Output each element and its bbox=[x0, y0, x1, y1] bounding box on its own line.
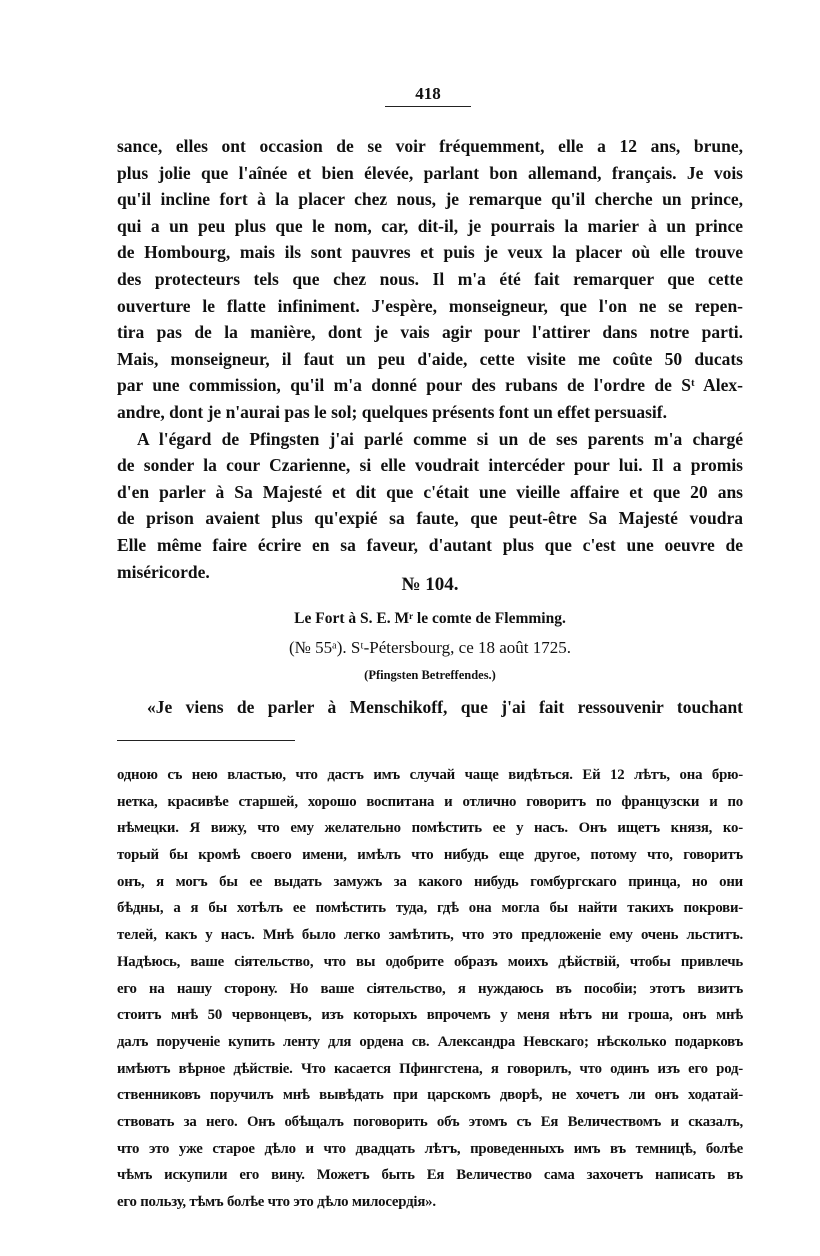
letter-dateline: (№ 55ᵃ). Sᵗ-Pétersbourg, ce 18 août 1725. bbox=[288, 638, 572, 657]
letter-subject: (Pfingsten Betreffendes.) bbox=[364, 668, 496, 682]
text-line: Надѣюсь, ваше сіятельство, что вы одобрите образъ моихъ дѣйствій, чтобы привлечь bbox=[117, 953, 743, 970]
text-line: de prison avaient plus qu'expié sa faute, que peut-être Sa Majesté voudra bbox=[117, 508, 743, 529]
text-line: qui a un peu plus que le nom, car, dit-il, je pourrais la marier à un prince bbox=[117, 215, 743, 236]
text-line: онъ, я могъ бы ее выдать замужъ за какого нибудь гомбургскаго принца, но они bbox=[117, 873, 743, 890]
text-line: plus jolie que l'aînée et bien élevée, parlant bon allemand, français. Je vois bbox=[117, 162, 743, 183]
text-line: что это уже старое дѣло и что двадцать лѣтъ, проведенныхъ имъ въ темницѣ, болѣе bbox=[117, 1140, 743, 1157]
letter-number: № 104. bbox=[401, 574, 459, 595]
text-line: par une commission, qu'il m'a donné pour des rubans de l'ordre de Sᵗ Alex- bbox=[117, 375, 743, 396]
text-line: чѣмъ искупили его вину. Можетъ быть Ея Величество сама захочетъ написать въ bbox=[117, 1167, 743, 1184]
text-line: ствовать за него. Онъ обѣщалъ поговорить объ этомъ съ Ея Величествомъ и сказалъ, bbox=[117, 1113, 743, 1130]
text-line: его пользу, тѣмъ болѣе что это дѣло милосердія». bbox=[117, 1194, 436, 1210]
text-line: A l'égard de Pfingsten j'ai parlé comme si un de ses parents m'a chargé bbox=[137, 428, 743, 449]
text-line: de sonder la cour Czarienne, si elle voudrait intercéder pour lui. Il a promis bbox=[117, 455, 743, 476]
text-line: бѣдны, а я бы хотѣлъ ее помѣстить туда, гдѣ она могла бы найти такихъ покрови- bbox=[117, 900, 743, 917]
text-line: нѣмецки. Я вижу, что ему желательно помѣстить ее у насъ. Онъ ищетъ князя, ко- bbox=[117, 820, 743, 837]
text-line: tira pas de la manière, dont je vais agir pour l'attirer dans notre parti. bbox=[117, 322, 743, 343]
text-line: qu'il incline fort à la placer chez nous, je remarque qu'il cherche un prince, bbox=[117, 189, 743, 210]
page-number: 418 bbox=[385, 84, 471, 107]
text-line: телей, какъ у насъ. Мнѣ было легко замѣтить, что это предложеніе ему очень льститъ. bbox=[117, 927, 743, 944]
text-line: торый бы кромѣ своего имени, имѣлъ что нибудь еще другое, потому что, говоритъ bbox=[117, 847, 743, 864]
text-line: «Je viens de parler à Menschikoff, que j'ai fait ressouvenir touchant bbox=[147, 697, 743, 717]
russian-footnote bbox=[117, 762, 743, 1216]
text-line: de Hombourg, mais ils sont pauvres et puis je veux la placer où elle trouve bbox=[117, 242, 743, 263]
letter-opening bbox=[117, 694, 743, 720]
french-paragraphs bbox=[117, 133, 743, 585]
text-line: ственниковъ поручилъ мнѣ вывѣдать при царскомъ дворѣ, не хочетъ ли онъ ходатай- bbox=[117, 1087, 743, 1104]
text-line: des protecteurs tels que chez nous. Il m'a été fait remarquer que cette bbox=[117, 268, 743, 289]
text-line: нетка, красивѣе старшей, хорошо воспитана и отлично говоритъ по французски и по bbox=[117, 793, 743, 810]
text-line: d'en parler à Sa Majesté et dit que c'était une vieille affaire et que 20 ans bbox=[117, 481, 743, 502]
text-line: имѣютъ вѣрное дѣйствіе. Что касается Пфингстена, я говорилъ, что одинъ изъ его род- bbox=[117, 1060, 743, 1077]
text-line: далъ порученіе купить ленту для ордена св. Александра Невскаго; нѣсколько подарковъ bbox=[117, 1033, 743, 1050]
text-line: одною съ нею властью, что дастъ имъ случай чаще видѣться. Ей 12 лѣтъ, она брю- bbox=[117, 767, 743, 783]
text-line: Mais, monseigneur, il faut un peu d'aide, cette visite me coûte 50 ducats bbox=[117, 348, 743, 369]
text-line: Elle même faire écrire en sa faveur, d'autant plus que c'est une oeuvre de bbox=[117, 534, 743, 555]
text-line: sance, elles ont occasion de se voir fréquemment, elle a 12 ans, brune, bbox=[117, 136, 743, 156]
letter-title: Le Fort à S. E. Mʳ le comte de Flemming. bbox=[294, 610, 566, 627]
text-line: стоитъ мнѣ 50 червонцевъ, изъ которыхъ впрочемъ у меня нѣтъ ни гроша, онъ мнѣ bbox=[117, 1007, 743, 1024]
text-line: andre, dont je n'aurai pas le sol; quelques présents font un effet persuasif. bbox=[117, 401, 667, 422]
text-line: его на нашу сторону. Но ваше сіятельство, я нуждаюсь въ пособіи; этотъ визитъ bbox=[117, 980, 743, 997]
footnote-divider bbox=[117, 740, 295, 741]
text-line: miséricorde. bbox=[117, 561, 210, 582]
text-line: ouverture le flatte infiniment. J'espère, monseigneur, que l'on ne se repen- bbox=[117, 295, 743, 316]
